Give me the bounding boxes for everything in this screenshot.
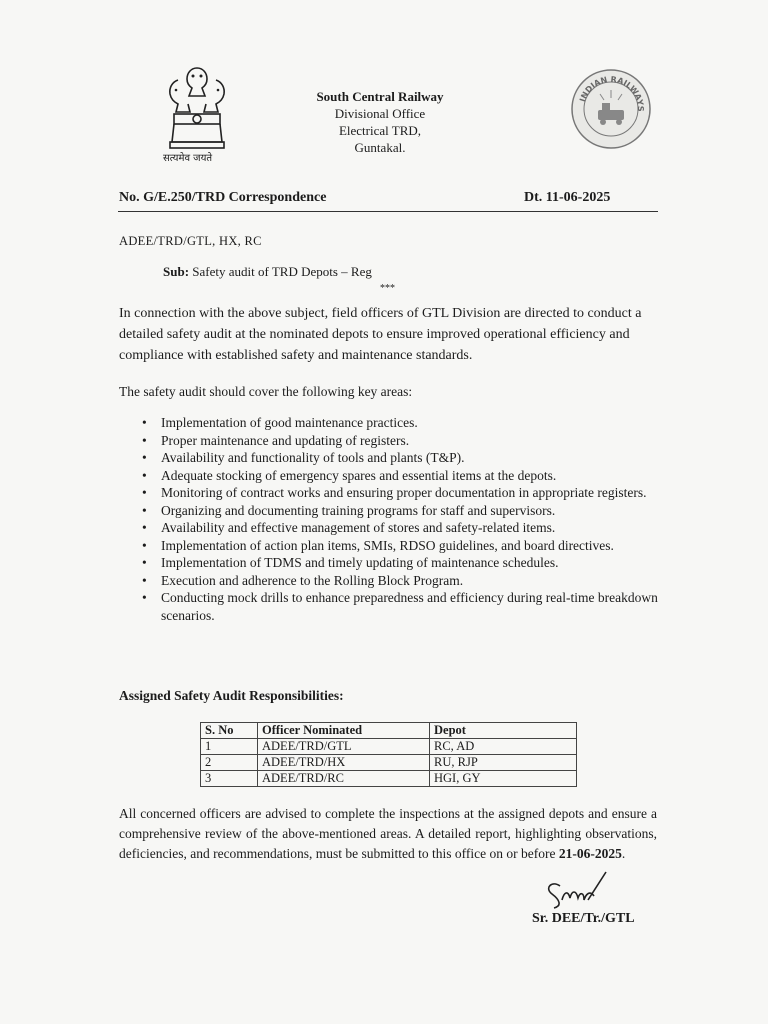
signatory-designation: Sr. DEE/Tr./GTL (532, 911, 635, 926)
list-item: • Availability and effective management of stores and safety-related items. (139, 519, 659, 537)
cell-serial: 3 (201, 771, 258, 787)
org-department: Electrical TRD, (338, 123, 422, 138)
org-office: Divisional Office (334, 106, 426, 121)
table-header-row (201, 723, 577, 739)
emblem-motto: सत्यमेव जयते (163, 153, 213, 164)
cell-serial: 2 (201, 755, 258, 771)
seal-text: INDIAN RAILWAYS (578, 74, 646, 112)
responsibilities-table (200, 722, 577, 787)
deadline-date: 21-06-2025 (558, 846, 622, 861)
reference-date: Dt. 11-06-2025 (524, 190, 611, 205)
list-item: • Adequate stocking of emergency spares and essential items at the depots. (139, 467, 659, 485)
list-item: • Organizing and documenting training programs for staff and supervisors. (139, 502, 659, 520)
list-item: • Proper maintenance and updating of registers. (139, 432, 659, 450)
addressee: ADEE/TRD/GTL, HX, RC (119, 234, 262, 248)
list-item: • Monitoring of contract works and ensuring proper documentation in appropriate registers. (139, 484, 659, 502)
list-item: • Implementation of TDMS and timely updating of maintenance schedules. (139, 554, 659, 572)
cell-serial: 1 (201, 739, 258, 755)
subject-line (163, 264, 372, 280)
cell-officer: ADEE/TRD/HX (258, 755, 430, 771)
list-item: • Conducting mock drills to enhance preparedness and efficiency during real-time breakdown scenarios. (139, 589, 659, 624)
org-name: South Central Railway (316, 89, 444, 104)
reference-number: No. G/E.250/TRD Correspondence (119, 190, 327, 205)
header-divider (118, 211, 658, 212)
organization-address (300, 88, 460, 156)
list-item: • Implementation of action plan items, SMIs, RDSO guidelines, and board directives. (139, 537, 659, 555)
header-serial: S. No (201, 723, 258, 739)
table-row (201, 739, 577, 755)
list-item: • Implementation of good maintenance practices. (139, 414, 659, 432)
responsibilities-heading: Assigned Safety Audit Responsibilities: (119, 688, 344, 703)
subject-text: Safety audit of TRD Depots – Reg (192, 264, 372, 279)
table-row (201, 755, 577, 771)
national-emblem-icon (160, 62, 234, 162)
cell-depot: RC, AD (430, 739, 577, 755)
list-item: • Execution and adherence to the Rolling Block Program. (139, 572, 659, 590)
closing-text: All concerned officers are advised to complete the inspections at the assigned depots and ensure a comprehensive review of the above-mentioned areas. A detailed report, highlighting observations, deficiencies, and recommendations, must be submitted to this office on or before (119, 806, 657, 861)
intro-paragraph: In connection with the above subject, field officers of GTL Division are directed to conduct a detailed safety audit at the nominated depots to ensure improved operational efficiency and compliance with established safety and maintenance standards. (119, 306, 642, 363)
closing-paragraph (119, 804, 657, 864)
cell-depot: HGI, GY (430, 771, 577, 787)
indian-railways-logo-icon (570, 68, 652, 150)
subject-label: Sub: (163, 264, 190, 279)
cell-depot: RU, RJP (430, 755, 577, 771)
key-areas-list (139, 414, 659, 624)
org-location: Guntakal. (354, 140, 406, 155)
list-item: • Availability and functionality of tools and plants (T&P). (139, 449, 659, 467)
areas-intro: The safety audit should cover the following key areas: (119, 384, 413, 399)
header-officer: Officer Nominated (258, 723, 430, 739)
closing-end: . (621, 846, 626, 861)
cell-officer: ADEE/TRD/GTL (258, 739, 430, 755)
header-depot: Depot (430, 723, 577, 739)
subject-separator: *** (380, 283, 395, 294)
cell-officer: ADEE/TRD/RC (258, 771, 430, 787)
table-row (201, 771, 577, 787)
